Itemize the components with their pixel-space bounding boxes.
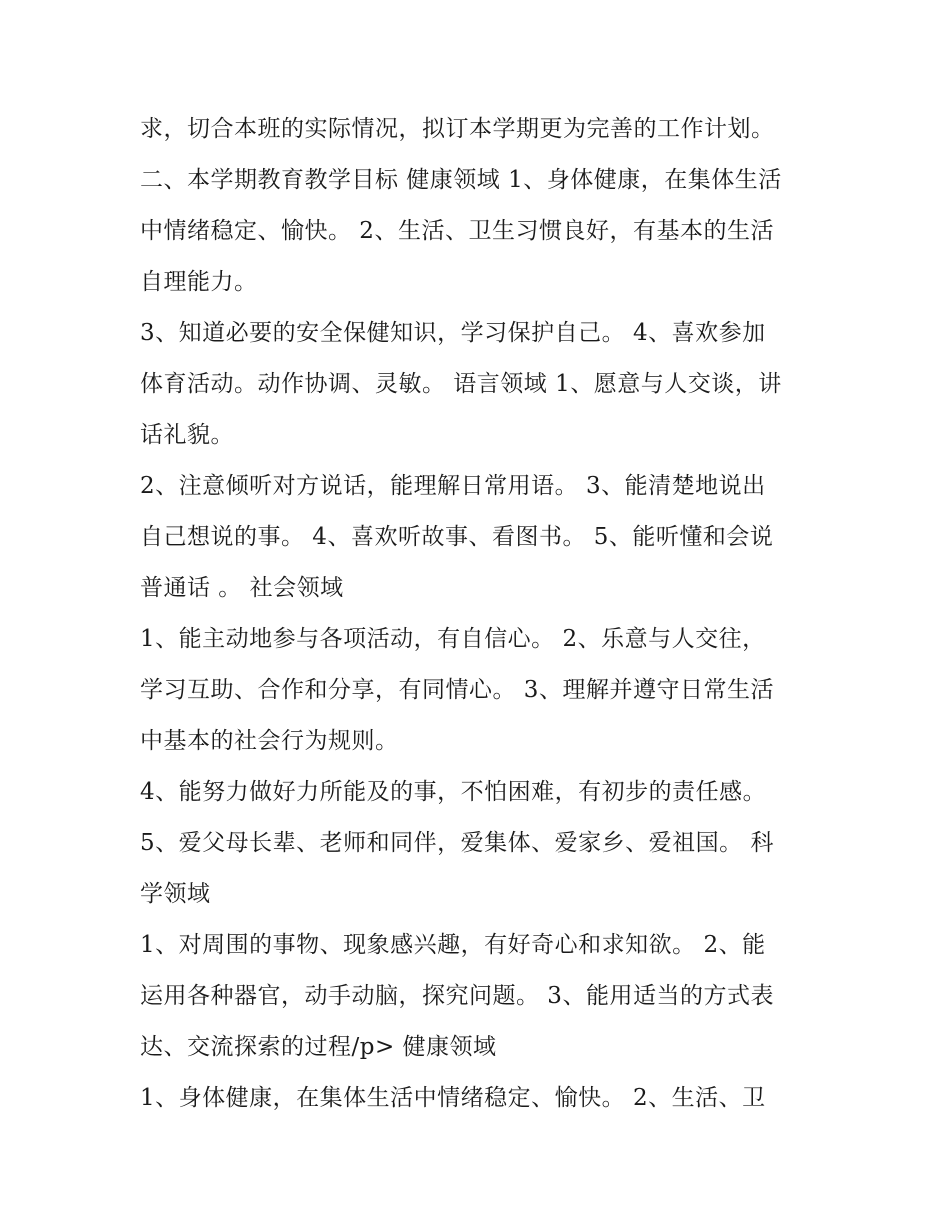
text-line-15: 5、爱父母长辈、老师和同伴，爱集体、爱家乡、爱祖国。 科 [140, 830, 774, 856]
text-line-4: 自理能力。 [140, 269, 258, 295]
text-line-3: 中情绪稳定、愉快。 2、生活、卫生习惯良好，有基本的生活 [140, 218, 774, 244]
text-line-18: 运用各种器官，动手动脑，探究问题。 3、能用适当的方式表 [140, 983, 774, 1009]
text-line-13: 中基本的社会行为规则。 [140, 728, 399, 754]
text-line-19: 达、交流探索的过程/p> 健康领域 [140, 1034, 497, 1060]
text-line-1: 求，切合本班的实际情况，拟订本学期更为完善的工作计划。 [140, 116, 775, 142]
text-line-17: 1、对周围的事物、现象感兴趣，有好奇心和求知欲。 2、能 [140, 932, 766, 958]
text-line-11: 1、能主动地参与各项活动，有自信心。 2、乐意与人交往， [140, 626, 766, 652]
text-line-14: 4、能努力做好力所能及的事，不怕困难，有初步的责任感。 [140, 779, 767, 805]
text-line-10: 普通话 。 社会领域 [140, 575, 344, 601]
text-line-7: 话礼貌。 [140, 422, 234, 448]
text-line-5: 3、知道必要的安全保健知识，学习保护自己。 4、喜欢参加 [140, 320, 766, 346]
text-line-8: 2、注意倾听对方说话，能理解日常用语。 3、能清楚地说出 [140, 473, 766, 499]
text-line-6: 体育活动。动作协调、灵敏。 语言领域 1、愿意与人交谈，讲 [140, 371, 782, 397]
text-line-16: 学领域 [140, 881, 211, 907]
body-text [140, 104, 820, 1124]
text-line-2: 二、本学期教育教学目标 健康领域 1、身体健康，在集体生活 [140, 167, 782, 193]
text-line-9: 自己想说的事。 4、喜欢听故事、看图书。 5、能听懂和会说 [140, 524, 774, 550]
text-line-12: 学习互助、合作和分享，有同情心。 3、理解并遵守日常生活 [140, 677, 774, 703]
text-line-20: 1、身体健康，在集体生活中情绪稳定、愉快。 2、生活、卫 [140, 1085, 766, 1111]
